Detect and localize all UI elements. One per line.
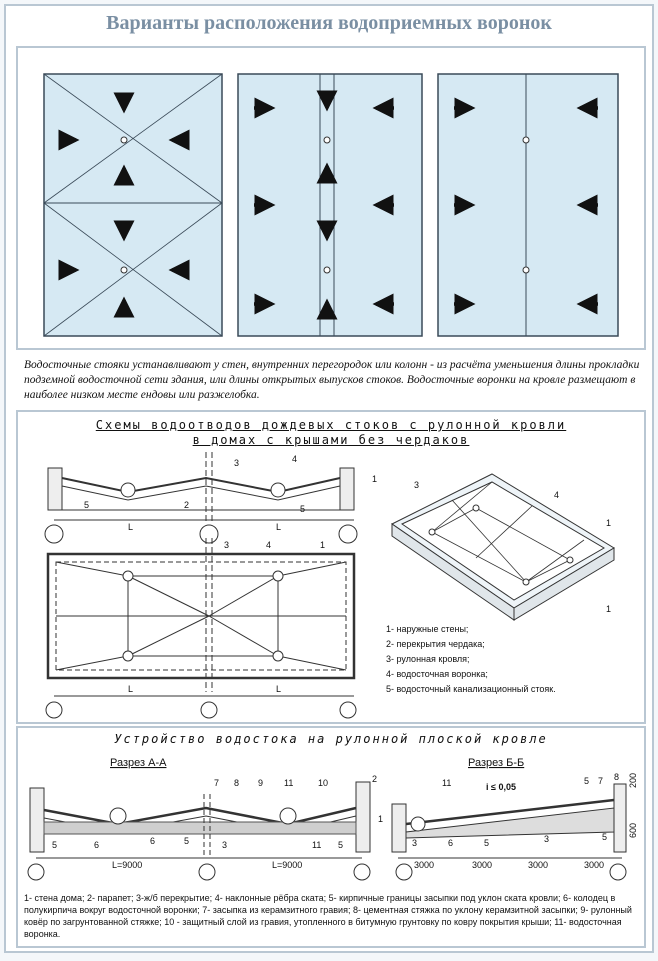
cut-b-5c: 5 — [602, 832, 608, 842]
legend-item: 4- водосточная воронка; — [386, 669, 488, 679]
cut-b-label: Разрез Б-Б — [468, 757, 525, 769]
schemes-title-line1: Схемы водоотводов дождевых стоков с рулонной кровли — [95, 418, 567, 432]
legend-item: 1- наружные стены; — [386, 624, 469, 634]
page-title: Варианты расположения водоприемных воронок — [106, 12, 552, 34]
placement-caption: Водосточные стояки устанавливают у стен, внутренних перегородок или колонн - из расчёта уменьшения длины прокладки подземной водосточной сети здания, или длины открытых выпусков стоков. Водосточные воронки на кровле размещают в наиболее низком месте ендовы или разжелобка. — [24, 359, 640, 401]
plan-c — [438, 74, 618, 336]
schemes-panel — [16, 410, 646, 724]
plan-label-4: 4 — [266, 540, 272, 550]
legend-item: 3- рулонная кровля; — [386, 654, 470, 664]
plan-span-l2: L — [276, 684, 282, 694]
dim-200: 200 — [628, 772, 638, 788]
plan-span-l1: L — [128, 684, 134, 694]
cut-a-8: 8 — [234, 778, 240, 788]
cut-b-span3: 3000 — [528, 860, 549, 870]
schemes-legend — [386, 622, 556, 697]
cut-b-3b: 3 — [544, 834, 550, 844]
cut-a-1: 1 — [378, 814, 384, 824]
cut-a-11: 11 — [284, 778, 294, 788]
cut-b-span1: 3000 — [414, 860, 435, 870]
plans-diagram — [18, 48, 644, 348]
iso-label-3: 3 — [414, 480, 420, 490]
device-footnote: 1- стена дома; 2- парапет; 3-ж/б перекрытие; 4- наклонные рёбра ската; 5- кирпичные границы засыпки под уклон ската кровли; 6- колодец в полукирпича вокруг водосточной воронки; 7- засыпка из керамзитного гравия; 8- цементная стяжка по уклону керамзитной засыпки; 9- рулонный ковёр по загрунтованной стяжке; 10 - защитный слой из гравия, утопленного в битумную грунтовку по ковру покрытия крыши; 11- водосточная воронка. — [24, 893, 632, 939]
plan-b — [238, 74, 422, 336]
scheme-label-5b: 5 — [300, 504, 306, 514]
cut-b-6: 6 — [448, 838, 454, 848]
plan-label-3: 3 — [224, 540, 230, 550]
iso-label-1a: 1 — [606, 518, 612, 528]
cut-a-6b: 6 — [150, 836, 156, 846]
cut-a-11b: 11 — [312, 840, 322, 850]
cut-b-8: 8 — [614, 772, 620, 782]
cut-a-2: 2 — [372, 774, 378, 784]
page — [4, 4, 654, 953]
cut-a-span2: L=9000 — [272, 860, 303, 870]
cut-a-5b: 5 — [184, 836, 190, 846]
plans-panel — [16, 46, 646, 350]
cut-a-3: 3 — [222, 840, 228, 850]
schemes-isometric — [392, 474, 614, 620]
scheme-label-3: 3 — [234, 458, 240, 468]
device-diagram — [18, 728, 644, 888]
cut-a-6a: 6 — [94, 840, 100, 850]
scheme-span-l1: L — [128, 522, 134, 532]
scheme-label-2: 2 — [184, 500, 190, 510]
iso-label-4: 4 — [554, 490, 560, 500]
cut-a-drawing — [28, 782, 370, 880]
scheme-span-l2: L — [276, 522, 282, 532]
cut-a-span1: L=9000 — [112, 860, 143, 870]
cut-b-5a: 5 — [584, 776, 590, 786]
slope-label: i ≤ 0,05 — [486, 782, 516, 792]
scheme-label-4: 4 — [292, 454, 298, 464]
scheme-label-5a: 5 — [84, 500, 90, 510]
cut-b-11: 11 — [442, 778, 452, 788]
cut-a-5c: 5 — [338, 840, 344, 850]
scheme-label-1: 1 — [372, 474, 378, 484]
cut-b-span2: 3000 — [472, 860, 493, 870]
cut-b-5b: 5 — [484, 838, 490, 848]
cut-b-7: 7 — [598, 776, 604, 786]
legend-item: 5- водосточный канализационный стояк. — [386, 684, 556, 694]
iso-label-1b: 1 — [606, 604, 612, 614]
schemes-plan — [46, 538, 356, 718]
schemes-title-line2: в домах с крышами без чердаков — [192, 433, 470, 447]
cut-b-span4: 3000 — [584, 860, 605, 870]
cut-a-5a: 5 — [52, 840, 58, 850]
plan-a — [44, 74, 222, 336]
cut-a-7: 7 — [214, 778, 220, 788]
cut-a-10: 10 — [318, 778, 329, 788]
cut-a-label: Разрез А-А — [110, 757, 167, 769]
cut-b-3a: 3 — [412, 838, 418, 848]
schemes-section — [45, 452, 357, 543]
legend-item: 2- перекрытия чердака; — [386, 639, 485, 649]
plan-label-1: 1 — [320, 540, 326, 550]
cut-a-9: 9 — [258, 778, 264, 788]
device-title: Устройство водостока на рулонной плоской кровле — [114, 732, 548, 746]
dim-600: 600 — [628, 822, 638, 838]
